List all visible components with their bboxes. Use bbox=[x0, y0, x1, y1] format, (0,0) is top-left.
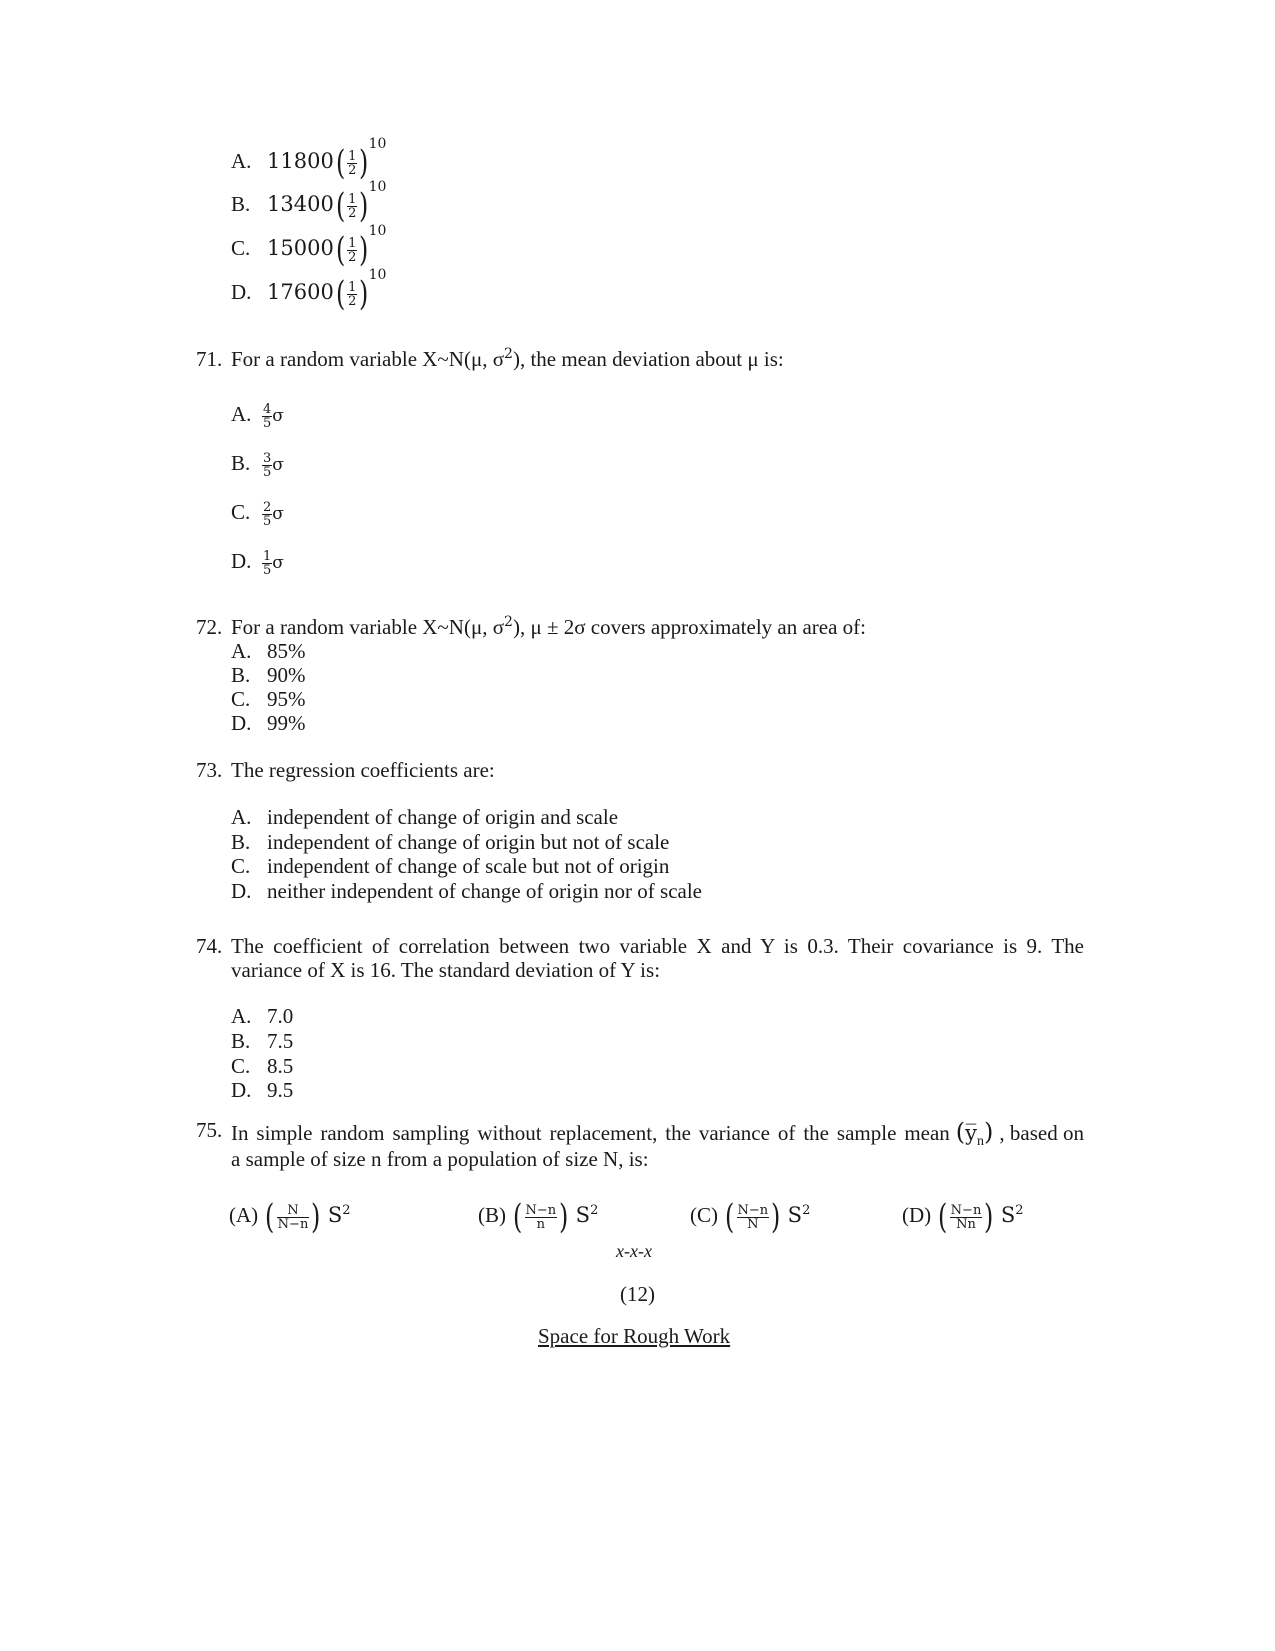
q73-option-c bbox=[231, 854, 669, 879]
option-fraction: $\frac{1}{2}$ bbox=[348, 148, 357, 178]
q70-option-a: A. 11800( $\frac{1}{2}$ )$^{10}$ bbox=[231, 135, 387, 183]
question-74-line-2: variance of X is 16. The standard deviation of Y is: bbox=[231, 958, 661, 982]
superscript: 2 bbox=[590, 1202, 599, 1218]
q71-option-c bbox=[231, 500, 284, 528]
option-coef: 15000 bbox=[267, 235, 334, 260]
option-fraction: $\frac{1}{5}$ bbox=[263, 548, 272, 578]
option-text: 8.5 bbox=[267, 1054, 294, 1078]
question-75-line-2: a sample of size n from a population of size N, is: bbox=[231, 1147, 649, 1171]
q73-option-b bbox=[231, 830, 669, 855]
question-text: For a random variable X~N(μ, σ bbox=[231, 615, 505, 639]
option-text: independent of change of origin and scale bbox=[267, 805, 619, 829]
option-text: 85% bbox=[267, 639, 306, 663]
option-letter: C. bbox=[231, 854, 251, 878]
option-letter: A. bbox=[231, 148, 252, 173]
option-exponent: 10 bbox=[368, 135, 387, 152]
superscript: 2 bbox=[1015, 1202, 1024, 1218]
q75-option-a: (A) ( $\frac{N}{N-n}$ ) $S^2$ bbox=[229, 1197, 351, 1237]
question-text-end: , based on bbox=[999, 1121, 1084, 1145]
q72-option-b bbox=[231, 663, 306, 688]
question-71 bbox=[196, 346, 784, 372]
option-letter: D. bbox=[231, 1078, 252, 1102]
q74-option-d bbox=[231, 1078, 293, 1103]
q72-option-c bbox=[231, 687, 306, 712]
option-letter: A. bbox=[231, 1004, 252, 1028]
s-symbol: S bbox=[327, 1202, 343, 1227]
option-text: 99% bbox=[267, 711, 306, 735]
option-text: 9.5 bbox=[267, 1078, 294, 1102]
q73-option-d bbox=[231, 879, 702, 904]
question-number: 74. bbox=[196, 934, 223, 958]
q74-option-b bbox=[231, 1029, 293, 1054]
option-coef: 17600 bbox=[267, 279, 334, 304]
subscript: n bbox=[977, 1134, 985, 1150]
option-letter: B. bbox=[231, 663, 251, 687]
question-75-number bbox=[196, 1118, 231, 1143]
option-fraction: $\frac{1}{2}$ bbox=[348, 191, 357, 221]
option-letter: B. bbox=[231, 191, 251, 216]
option-letter: C. bbox=[231, 687, 251, 711]
rough-work-heading: Space for Rough Work bbox=[538, 1324, 731, 1348]
q75-option-c: (C) ( $\frac{N-n}{N}$ ) $S^2$ bbox=[690, 1197, 811, 1237]
option-exponent: 10 bbox=[368, 222, 387, 239]
sigma-symbol: σ bbox=[272, 406, 284, 426]
option-fraction: $\frac{N-n}{n}$ bbox=[525, 1202, 557, 1232]
superscript: 2 bbox=[504, 346, 513, 362]
option-text: independent of change of scale but not of origin bbox=[267, 854, 670, 878]
question-72 bbox=[196, 614, 866, 640]
option-letter: A. bbox=[231, 639, 252, 663]
option-fraction: $\frac{3}{5}$ bbox=[263, 450, 272, 480]
question-text-end: ), μ ± 2σ covers approximately an area of: bbox=[512, 615, 867, 639]
page-number: (12) bbox=[620, 1282, 655, 1306]
question-text: In simple random sampling without replacement, the variance of the sample mean bbox=[231, 1121, 950, 1145]
option-letter: D. bbox=[231, 279, 252, 304]
q74-option-a bbox=[231, 1004, 293, 1029]
option-fraction: $\frac{N-n}{N}$ bbox=[737, 1202, 769, 1232]
option-letter: A. bbox=[231, 805, 252, 829]
option-letter: (B) bbox=[478, 1202, 506, 1227]
q70-option-d: D. 17600( $\frac{1}{2}$ )$^{10}$ bbox=[231, 266, 387, 314]
option-letter: C. bbox=[231, 500, 251, 524]
s-symbol: S bbox=[1000, 1202, 1016, 1227]
option-exponent: 10 bbox=[368, 266, 387, 283]
q75-option-b: (B) ( $\frac{N-n}{n}$ ) $S^2$ bbox=[478, 1197, 599, 1237]
superscript: 2 bbox=[802, 1202, 811, 1218]
option-text: neither independent of change of origin nor of scale bbox=[267, 879, 703, 903]
option-letter: D. bbox=[231, 711, 252, 735]
option-fraction: $\frac{4}{5}$ bbox=[263, 401, 272, 431]
q75-option-d: (D) ( $\frac{N-n}{Nn}$ ) $S^2$ bbox=[902, 1197, 1024, 1237]
option-letter: (D) bbox=[902, 1202, 932, 1227]
option-fraction: $\frac{1}{2}$ bbox=[348, 235, 357, 265]
option-exponent: 10 bbox=[368, 178, 387, 195]
option-letter: B. bbox=[231, 1029, 251, 1053]
option-text: 7.0 bbox=[267, 1004, 294, 1028]
question-text-end: ), the mean deviation about μ is: bbox=[512, 347, 784, 371]
q74-option-c bbox=[231, 1054, 293, 1079]
option-letter: C. bbox=[231, 1054, 251, 1078]
option-letter: D. bbox=[231, 879, 252, 903]
q70-option-b: B. 13400( $\frac{1}{2}$ )$^{10}$ bbox=[231, 178, 387, 226]
option-text: 95% bbox=[267, 687, 306, 711]
question-74-line-1: The coefficient of correlation between two variable X and Y is 0.3. Their covariance is 9. The bbox=[231, 934, 1084, 958]
question-text: The regression coefficients are: bbox=[231, 758, 495, 782]
option-letter: C. bbox=[231, 235, 251, 260]
option-letter: B. bbox=[231, 830, 251, 854]
option-text: 7.5 bbox=[267, 1029, 294, 1053]
question-73 bbox=[196, 758, 495, 783]
option-letter: D. bbox=[231, 549, 252, 573]
option-fraction: $\frac{1}{2}$ bbox=[348, 279, 357, 309]
option-text: 90% bbox=[267, 663, 306, 687]
q72-option-a bbox=[231, 639, 306, 664]
question-text: For a random variable X~N(μ, σ bbox=[231, 347, 505, 371]
sigma-symbol: σ bbox=[272, 455, 284, 475]
s-symbol: S bbox=[575, 1202, 591, 1227]
option-fraction: $\frac{2}{5}$ bbox=[263, 499, 272, 529]
question-number: 73. bbox=[196, 758, 223, 782]
q73-option-a bbox=[231, 805, 618, 830]
ybar-symbol: y̅ bbox=[965, 1121, 978, 1145]
question-number: 71. bbox=[196, 347, 223, 371]
question-number: 72. bbox=[196, 615, 223, 639]
option-letter: (A) bbox=[229, 1202, 259, 1227]
sigma-symbol: σ bbox=[272, 553, 284, 573]
q71-option-a bbox=[231, 402, 284, 430]
option-letter: (C) bbox=[690, 1202, 718, 1227]
q71-option-b bbox=[231, 451, 284, 479]
question-number: 75. bbox=[196, 1118, 223, 1142]
option-letter: A. bbox=[231, 402, 252, 426]
superscript: 2 bbox=[504, 614, 513, 630]
end-mark: x-x-x bbox=[616, 1241, 652, 1261]
option-coef: 13400 bbox=[267, 191, 334, 216]
option-text: independent of change of origin but not of scale bbox=[267, 830, 670, 854]
option-letter: B. bbox=[231, 451, 251, 475]
q71-option-d bbox=[231, 549, 284, 577]
q72-option-d bbox=[231, 711, 306, 736]
question-74-number bbox=[196, 934, 231, 959]
option-coef: 11800 bbox=[267, 148, 334, 173]
option-fraction: $\frac{N}{N-n}$ bbox=[277, 1202, 309, 1232]
s-symbol: S bbox=[787, 1202, 803, 1227]
option-fraction: $\frac{N-n}{Nn}$ bbox=[950, 1202, 982, 1232]
superscript: 2 bbox=[342, 1202, 351, 1218]
q70-option-c: C. 15000( $\frac{1}{2}$ )$^{10}$ bbox=[231, 222, 387, 270]
sigma-symbol: σ bbox=[272, 504, 284, 524]
question-75-line-1: In simple random sampling without replacement, the variance of the sample mean $(y̅_n)$ , based on bbox=[231, 1118, 1084, 1150]
